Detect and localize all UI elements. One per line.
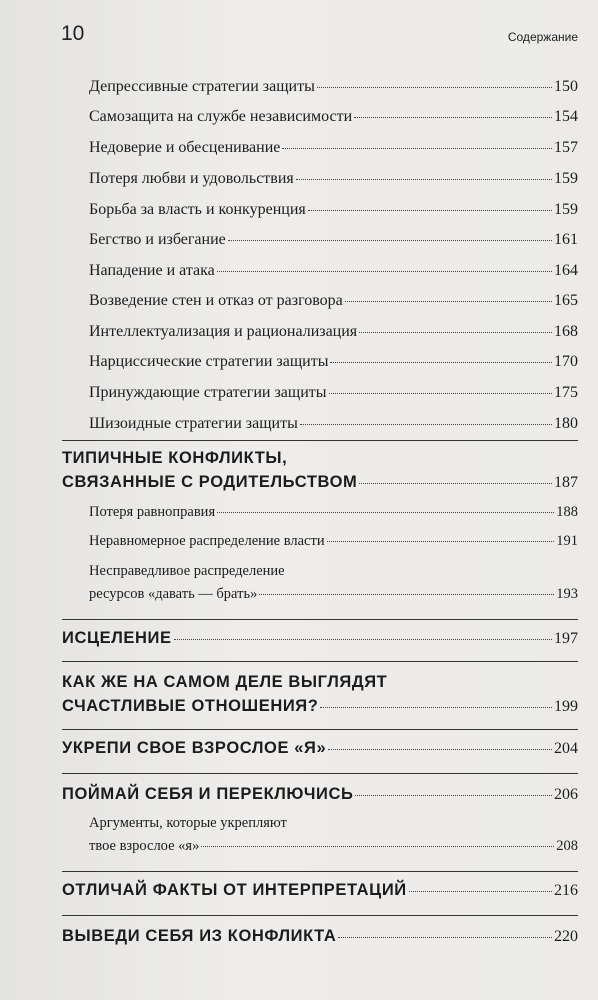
leader-dots — [329, 393, 552, 394]
toc-entry-page: 188 — [556, 504, 578, 520]
leader-dots — [228, 240, 552, 241]
toc-entry[interactable] — [0, 323, 598, 341]
page-number: 10 — [61, 22, 85, 45]
toc-chapter-title-line1: ТИПИЧНЫЕ КОНФЛИКТЫ, — [62, 449, 288, 467]
toc-entry[interactable] — [0, 139, 598, 157]
toc-entry-page: 159 — [554, 201, 578, 218]
toc-entry-title: Нарциссические стратегии защиты — [89, 353, 329, 370]
leader-dots — [308, 210, 552, 211]
toc-chapter[interactable] — [0, 673, 598, 692]
toc-entry-title: Борьба за власть и конкуренция — [89, 201, 306, 218]
toc-entry-title: Интеллектуализация и рационализация — [89, 323, 358, 340]
leader-dots — [355, 795, 552, 796]
toc-entry-page: 157 — [554, 139, 578, 156]
leader-dots — [338, 937, 552, 938]
toc-entry-multiline[interactable] — [0, 815, 598, 832]
toc-entry-page: 161 — [554, 231, 578, 248]
toc-entry-page: 168 — [554, 323, 578, 340]
toc-entry[interactable] — [0, 415, 598, 433]
toc-entry[interactable] — [0, 384, 598, 402]
toc-chapter-page: 197 — [554, 630, 578, 647]
leader-dots — [217, 512, 554, 513]
toc-entry-page: 165 — [554, 292, 578, 309]
toc-entry-title: Бегство и избегание — [89, 231, 226, 248]
toc-chapter[interactable] — [0, 449, 598, 468]
toc-entry-page: 191 — [556, 533, 578, 549]
toc-entry-title: Самозащита на службе независимости — [89, 108, 353, 125]
toc-entry[interactable] — [0, 292, 598, 310]
toc-chapter-page: 199 — [554, 698, 578, 715]
toc-entry-title: Потеря равноправия — [89, 504, 216, 520]
toc-entry-title: Принуждающие стратегии защиты — [89, 384, 327, 401]
leader-dots — [327, 541, 555, 542]
toc-entry-page: 154 — [554, 108, 578, 125]
toc-entry[interactable] — [0, 533, 598, 550]
toc-entry-page: 150 — [554, 78, 578, 95]
section-divider — [62, 773, 578, 774]
toc-entry[interactable] — [0, 78, 598, 96]
toc-entry-page: 164 — [554, 262, 578, 279]
toc-entry-page: 170 — [554, 353, 578, 370]
section-divider — [62, 619, 578, 620]
leader-dots — [259, 594, 554, 595]
toc-entry-page: 175 — [554, 384, 578, 401]
toc-entry[interactable] — [0, 170, 598, 188]
toc-entry-last-line[interactable] — [0, 838, 598, 855]
toc-entry-page: 193 — [556, 586, 578, 602]
toc-entry-title: Шизоидные стратегии защиты — [89, 415, 298, 432]
leader-dots — [359, 332, 552, 333]
toc-chapter-title: ВЫВЕДИ СЕБЯ ИЗ КОНФЛИКТА — [62, 927, 337, 945]
toc-chapter-title: ПОЙМАЙ СЕБЯ И ПЕРЕКЛЮЧИСЬ — [62, 785, 354, 803]
toc-chapter-title-line2: СВЯЗАННЫЕ С РОДИТЕЛЬСТВОМ — [62, 473, 358, 491]
toc-entry[interactable] — [0, 201, 598, 219]
toc-entry[interactable] — [0, 108, 598, 126]
toc-chapter-page: 216 — [554, 882, 578, 899]
leader-dots — [328, 749, 552, 750]
leader-dots — [174, 639, 552, 640]
section-divider — [62, 440, 578, 441]
toc-entry[interactable] — [0, 504, 598, 521]
leader-dots — [359, 483, 552, 484]
toc-chapter-title: ОТЛИЧАЙ ФАКТЫ ОТ ИНТЕРПРЕТАЦИЙ — [62, 881, 407, 899]
leader-dots — [217, 271, 552, 272]
toc-entry-title-line1: Несправедливое распределение — [89, 563, 285, 579]
leader-dots — [320, 707, 552, 708]
toc-chapter-page: 220 — [554, 928, 578, 945]
toc-entry-title-line2: ресурсов «давать — брать» — [89, 586, 258, 602]
leader-dots — [330, 362, 552, 363]
toc-chapter-title: УКРЕПИ СВОЕ ВЗРОСЛОЕ «Я» — [62, 739, 327, 757]
toc-entry[interactable] — [0, 231, 598, 249]
toc-chapter[interactable] — [0, 739, 598, 758]
toc-chapter-page: 187 — [554, 474, 578, 491]
leader-dots — [354, 117, 552, 118]
toc-chapter-page: 204 — [554, 740, 578, 757]
leader-dots — [345, 301, 552, 302]
toc-chapter[interactable] — [0, 881, 598, 900]
toc-chapter-title-line2: СЧАСТЛИВЫЕ ОТНОШЕНИЯ? — [62, 697, 319, 715]
toc-entry-title: Возведение стен и отказ от разговора — [89, 292, 343, 309]
toc-entry-page: 208 — [556, 838, 578, 854]
toc-entry-last-line[interactable] — [0, 586, 598, 603]
toc-entry[interactable] — [0, 353, 598, 371]
toc-entry-title: Депрессивные стратегии защиты — [89, 78, 315, 95]
toc-chapter-page: 206 — [554, 786, 578, 803]
toc-entry-title-line1: Аргументы, которые укрепляют — [89, 815, 287, 831]
section-divider — [62, 871, 578, 872]
leader-dots — [317, 87, 552, 88]
section-divider — [62, 915, 578, 916]
toc-entry[interactable] — [0, 262, 598, 280]
leader-dots — [409, 891, 552, 892]
toc-chapter-title: ИСЦЕЛЕНИЕ — [62, 629, 172, 647]
toc-entry-multiline[interactable] — [0, 563, 598, 580]
leader-dots — [282, 148, 552, 149]
leader-dots — [201, 846, 554, 847]
running-head: Содержание — [507, 30, 578, 44]
toc-entry-title: Неравномерное распределение власти — [89, 533, 325, 549]
toc-entry-page: 180 — [554, 415, 578, 432]
toc-entry-page: 159 — [554, 170, 578, 187]
leader-dots — [296, 179, 552, 180]
section-divider — [62, 661, 578, 662]
toc-entry-title: Потеря любви и удовольствия — [89, 170, 294, 187]
toc-entry-title-line2: твое взрослое «я» — [89, 838, 200, 854]
toc-chapter[interactable] — [0, 927, 598, 946]
toc-chapter[interactable] — [0, 785, 598, 804]
toc-chapter-last-line[interactable] — [0, 697, 598, 716]
section-divider — [62, 729, 578, 730]
toc-chapter-last-line[interactable] — [0, 473, 598, 492]
toc-entry-title: Недоверие и обесценивание — [89, 139, 281, 156]
toc-chapter-title-line1: КАК ЖЕ НА САМОМ ДЕЛЕ ВЫГЛЯДЯТ — [62, 673, 388, 691]
toc-chapter[interactable] — [0, 629, 598, 648]
toc-entry-title: Нападение и атака — [89, 262, 215, 279]
leader-dots — [300, 424, 552, 425]
